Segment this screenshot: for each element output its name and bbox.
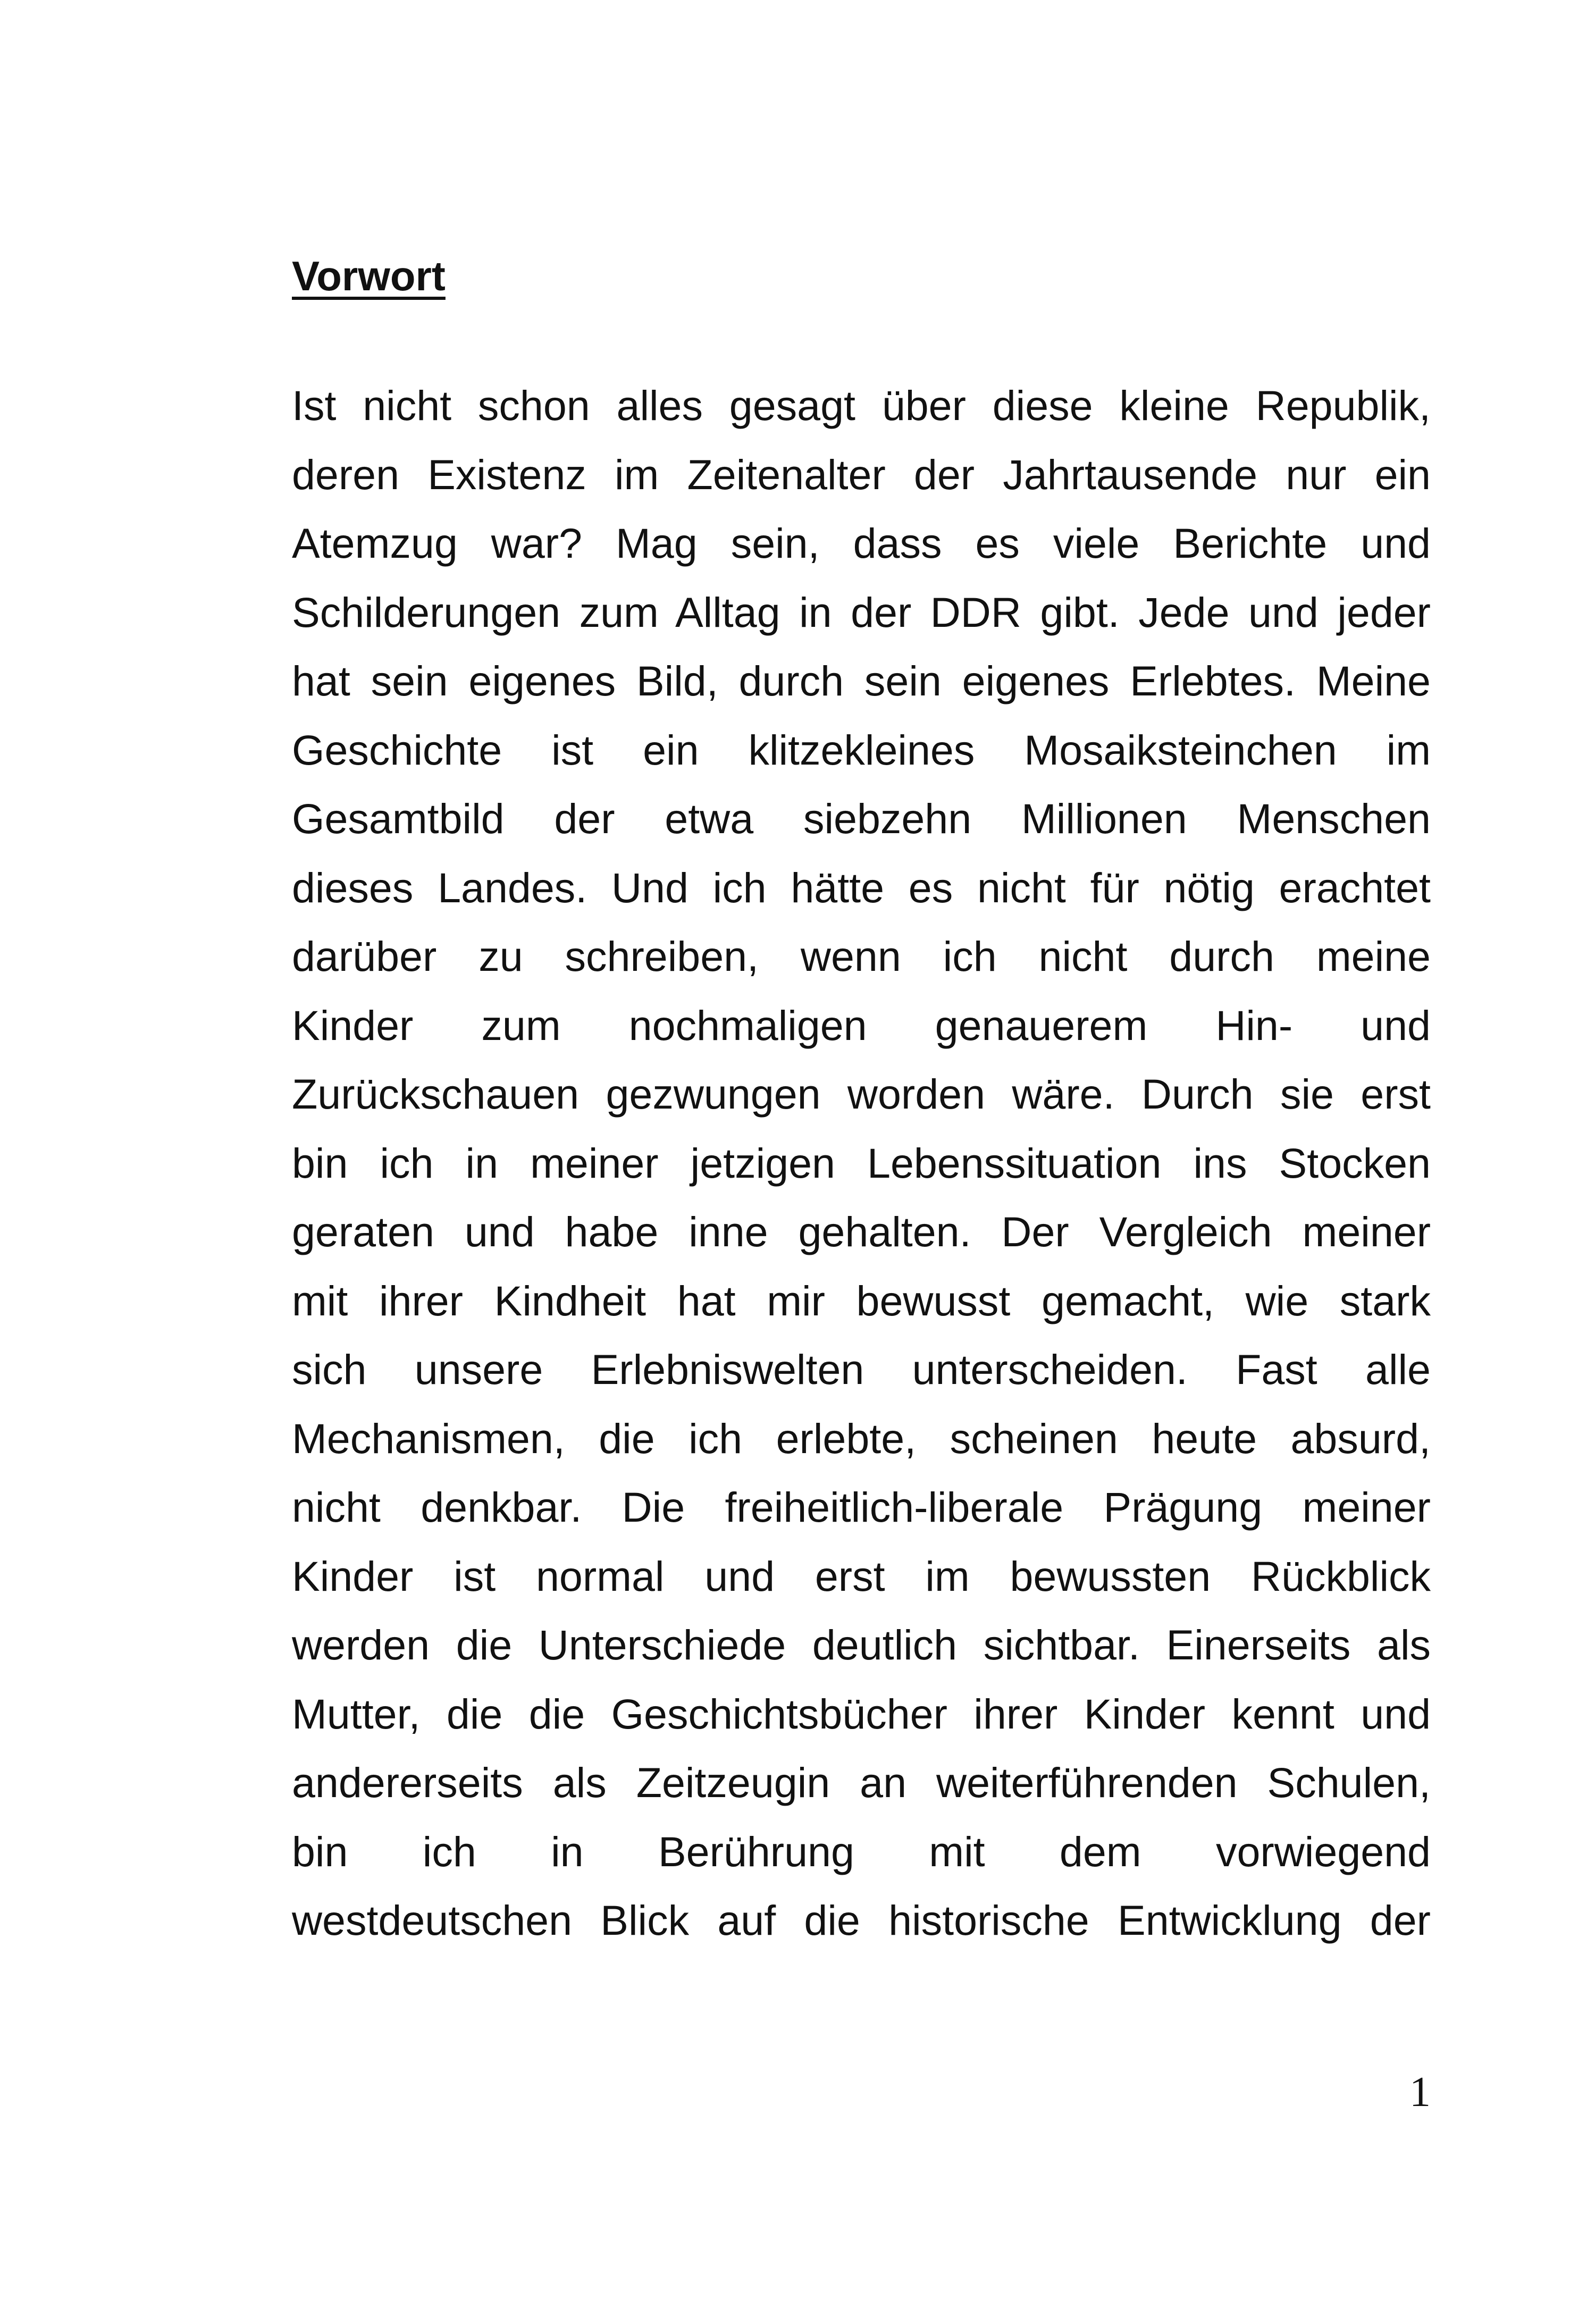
text-line: hat sein eigenes Bild, durch sein eigenes Erlebtes. Meine	[292, 657, 1431, 704]
text-line: Kinder ist normal und erst im bewussten Rückblick	[292, 1552, 1431, 1600]
text-line: Atemzug war? Mag sein, dass es viele Berichte und	[292, 519, 1431, 567]
text-line: bin ich in meiner jetzigen Lebenssituation ins Stocken	[292, 1139, 1431, 1187]
page-number: 1	[1409, 2069, 1431, 2116]
text-line: Geschichte ist ein klitzekleines Mosaiksteinchen im	[292, 726, 1431, 774]
text-line: mit ihrer Kindheit hat mir bewusst gemacht, wie stark	[292, 1277, 1431, 1324]
text-line: Schilderungen zum Alltag in der DDR gibt. Jede und jeder	[292, 588, 1431, 636]
section-heading: Vorwort	[292, 253, 446, 299]
text-line: Ist nicht schon alles gesagt über diese kleine Republik,	[292, 382, 1431, 429]
text-line: andererseits als Zeitzeugin an weiterführenden Schulen,	[292, 1759, 1431, 1806]
text-line: Zurückschauen gezwungen worden wäre. Durch sie erst	[292, 1070, 1431, 1118]
text-line: Mechanismen, die ich erlebte, scheinen heute absurd,	[292, 1414, 1431, 1462]
text-line: nicht denkbar. Die freiheitlich-liberale Prägung meiner	[292, 1483, 1431, 1531]
text-line: Gesamtbild der etwa siebzehn Millionen Menschen	[292, 795, 1431, 842]
text-line: Kinder zum nochmaligen genauerem Hin- und	[292, 1001, 1431, 1049]
text-line: sich unsere Erlebniswelten unterscheiden. Fast alle	[292, 1346, 1431, 1393]
text-line: Mutter, die die Geschichtsbücher ihrer Kinder kennt und	[292, 1690, 1431, 1738]
text-line: bin ich in Berührung mit dem vorwiegend	[292, 1827, 1431, 1875]
text-line: darüber zu schreiben, wenn ich nicht durch meine	[292, 933, 1431, 980]
text-line: werden die Unterschiede deutlich sichtbar. Einerseits als	[292, 1621, 1431, 1668]
text-line: deren Existenz im Zeitenalter der Jahrtausende nur ein	[292, 450, 1431, 498]
text-line: dieses Landes. Und ich hätte es nicht für nötig erachtet	[292, 863, 1431, 911]
text-line: westdeutschen Blick auf die historische Entwicklung der	[292, 1897, 1431, 1944]
body-paragraph	[292, 371, 1431, 1955]
text-line: geraten und habe inne gehalten. Der Vergleich meiner	[292, 1208, 1431, 1255]
